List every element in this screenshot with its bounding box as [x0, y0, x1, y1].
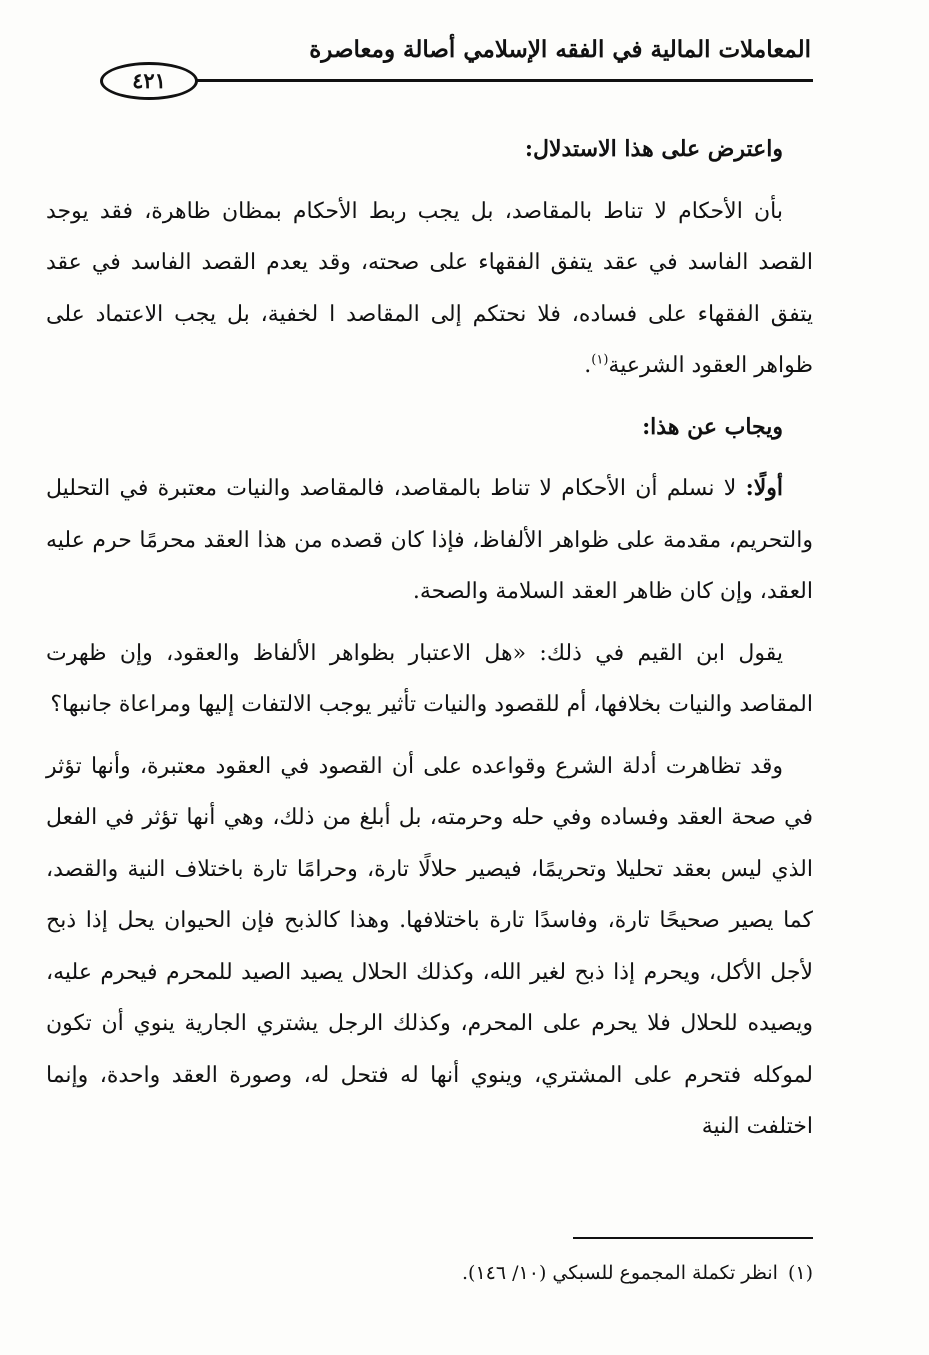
footnote-text: انظر تكملة المجموع للسبكي (١٠/ ١٤٦). [461, 1262, 778, 1284]
paragraph-ibn-qayyim-quote: يقول ابن القيم في ذلك: «هل الاعتبار بظواهر الألفاظ والعقود، وإن ظهرت المقاصد والنيات بخلافها، أم للقصود والنيات تأثير يوجب الالتفات إليها ومراعاة جانبها؟ [46, 640, 813, 717]
paragraph-objection [46, 186, 813, 392]
main-text [46, 124, 813, 1163]
objection-heading: واعترض على هذا الاستدلال: [524, 136, 783, 162]
paragraph-first-reply-text: لا نسلم أن الأحكام لا تناط بالمقاصد، فالمقاصد والنيات معتبرة في التحليل والتحريم، مقدمة على ظواهر الألفاظ، فإذا كان قصده من هذا العقد محرمًا حرم عليه العقد، وإن كان ظاهر العقد السلامة والصحة. [46, 476, 813, 604]
footnote [46, 1258, 813, 1288]
header-rule [120, 79, 813, 82]
page-number-badge: ٤٢١ [100, 62, 198, 100]
footnote-rule [573, 1237, 813, 1239]
footnote-reference[interactable]: (١) [591, 352, 609, 368]
footnote-mark: (١) [787, 1262, 813, 1284]
reply-heading: ويجاب عن هذا: [642, 413, 783, 440]
paragraph-objection-text: بأن الأحكام لا تناط بالمقاصد، بل يجب ربط الأحكام بمظان ظاهرة، فقد يوجد القصد الفاسد في عقد يتفق الفقهاء على صحته، وقد يعدم القصد الفاسد في عقد يتفق الفقهاء على فساده، فلا نحتكم إلى المقاصد ا لخفية، بل يجب الاعتماد على ظواهر العقود الشرعية [46, 198, 813, 378]
paragraph-evidence: وقد تظاهرت أدلة الشرع وقواعده على أن القصود في العقود معتبرة، وأنها تؤثر في صحة العقد وفساده وفي حله وحرمته، بل أبلغ من ذلك، وهي أنها تؤثر في الفعل الذي ليس بعقد تحليلا وتحريمًا، فيصير حلالًا تارة، وحرامًا تارة باختلاف النية والقصد، كما يصير صحيحًا تارة، وفاسدًا تارة باختلافها. وهذا كالذبح فإن الحيوان يحل إذا ذبح لأجل الأكل، ويحرم إذا ذبح لغير الله، وكذلك الحلال يصيد الصيد للمحرم فيحرم عليه، ويصيده للحلال فلا يحرم على المحرم، وكذلك الرجل يشتري الجارية ينوي أن تكون لموكله فتحرم على المشتري، وينوي أنها له فتحل له، وصورة العقد واحدة، وإنما اختلفت النية [46, 753, 813, 1139]
paragraph-first-reply [46, 463, 813, 618]
paragraph-end-mark: . [584, 353, 592, 378]
first-label: أولًا: [745, 475, 783, 501]
running-header-title: المعاملات المالية في الفقه الإسلامي أصالة ومعاصرة [309, 36, 811, 63]
